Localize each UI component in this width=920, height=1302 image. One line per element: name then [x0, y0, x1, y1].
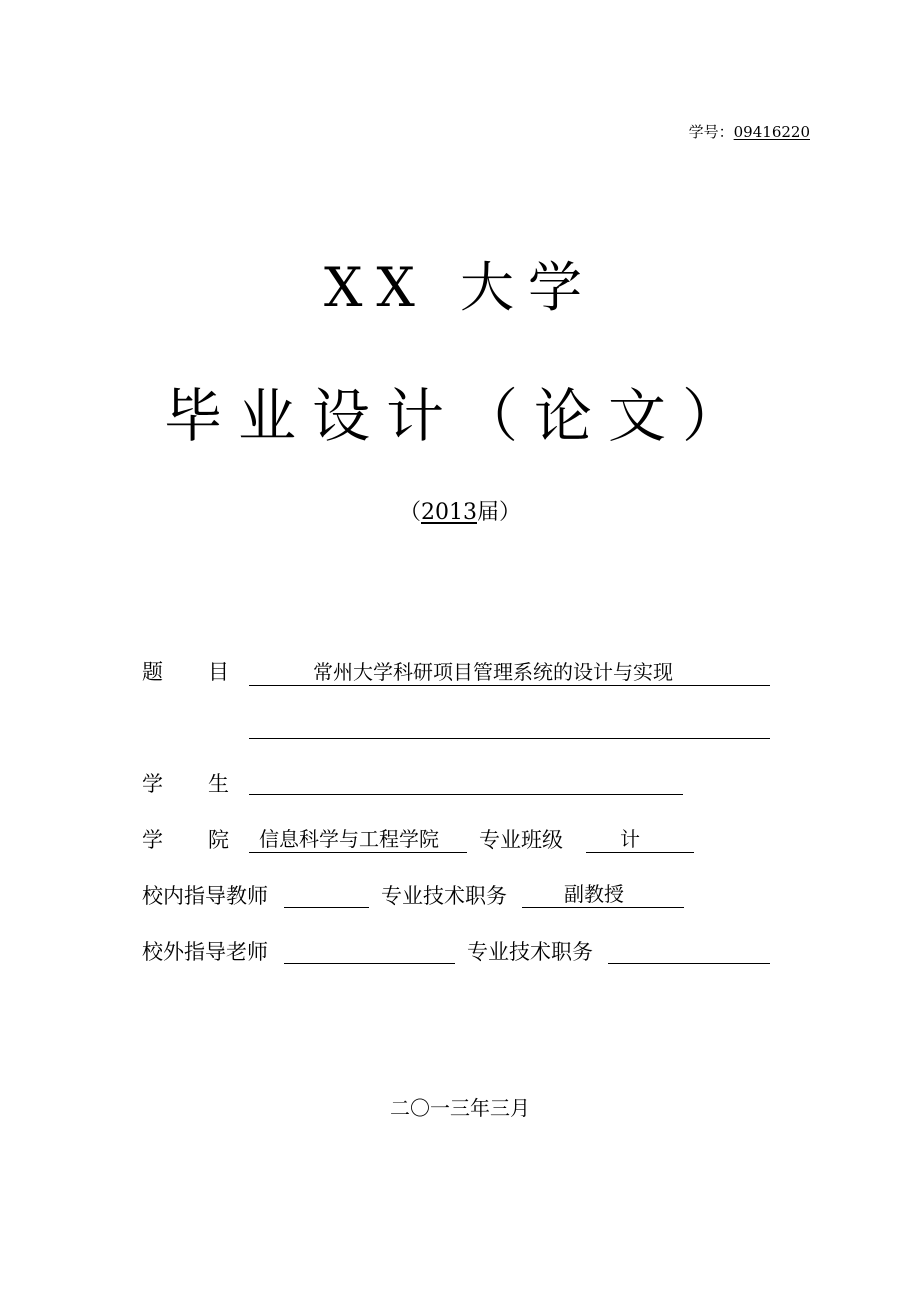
external-advisor-label: 校外指导老师	[142, 940, 268, 964]
topic-label-2: 目	[208, 660, 229, 684]
thesis-title: 毕业设计（论文）	[163, 382, 756, 450]
external-title-label: 专业技术职务	[467, 940, 593, 964]
student-label-2: 生	[208, 772, 229, 796]
topic-value: 常州大学科研项目管理系统的设计与实现	[313, 660, 673, 684]
student-label-1: 学	[142, 772, 163, 796]
topic-field-line-2[interactable]	[249, 711, 770, 739]
college-label-1: 学	[142, 828, 163, 852]
cohort-year-value: 2013	[421, 500, 477, 525]
internal-title-value: 副教授	[564, 882, 624, 906]
college-value: 信息科学与工程学院	[259, 827, 439, 851]
external-title-field[interactable]	[608, 936, 770, 964]
student-id-value: 09416220	[733, 123, 810, 141]
internal-title-label: 专业技术职务	[381, 884, 507, 908]
internal-advisor-field[interactable]	[284, 880, 369, 908]
internal-advisor-label: 校内指导教师	[142, 884, 268, 908]
internal-title-field[interactable]	[522, 880, 684, 908]
university-name: XX 大学	[323, 256, 597, 319]
student-name-field[interactable]	[249, 767, 683, 795]
cohort-year	[0, 498, 920, 528]
submission-date: 二〇一三年三月	[390, 1096, 530, 1120]
class-label: 专业班级	[479, 828, 563, 852]
topic-field[interactable]	[249, 658, 770, 686]
topic-label-1: 题	[142, 660, 163, 684]
college-label-2: 院	[208, 828, 229, 852]
student-id-label: 学号：	[688, 123, 734, 141]
student-id	[689, 122, 810, 142]
class-value: 计	[620, 827, 640, 851]
external-advisor-field[interactable]	[284, 936, 455, 964]
cohort-suffix: 届）	[477, 500, 522, 525]
college-field[interactable]	[249, 825, 467, 853]
class-field[interactable]	[586, 825, 694, 853]
cohort-open: （	[398, 500, 421, 525]
